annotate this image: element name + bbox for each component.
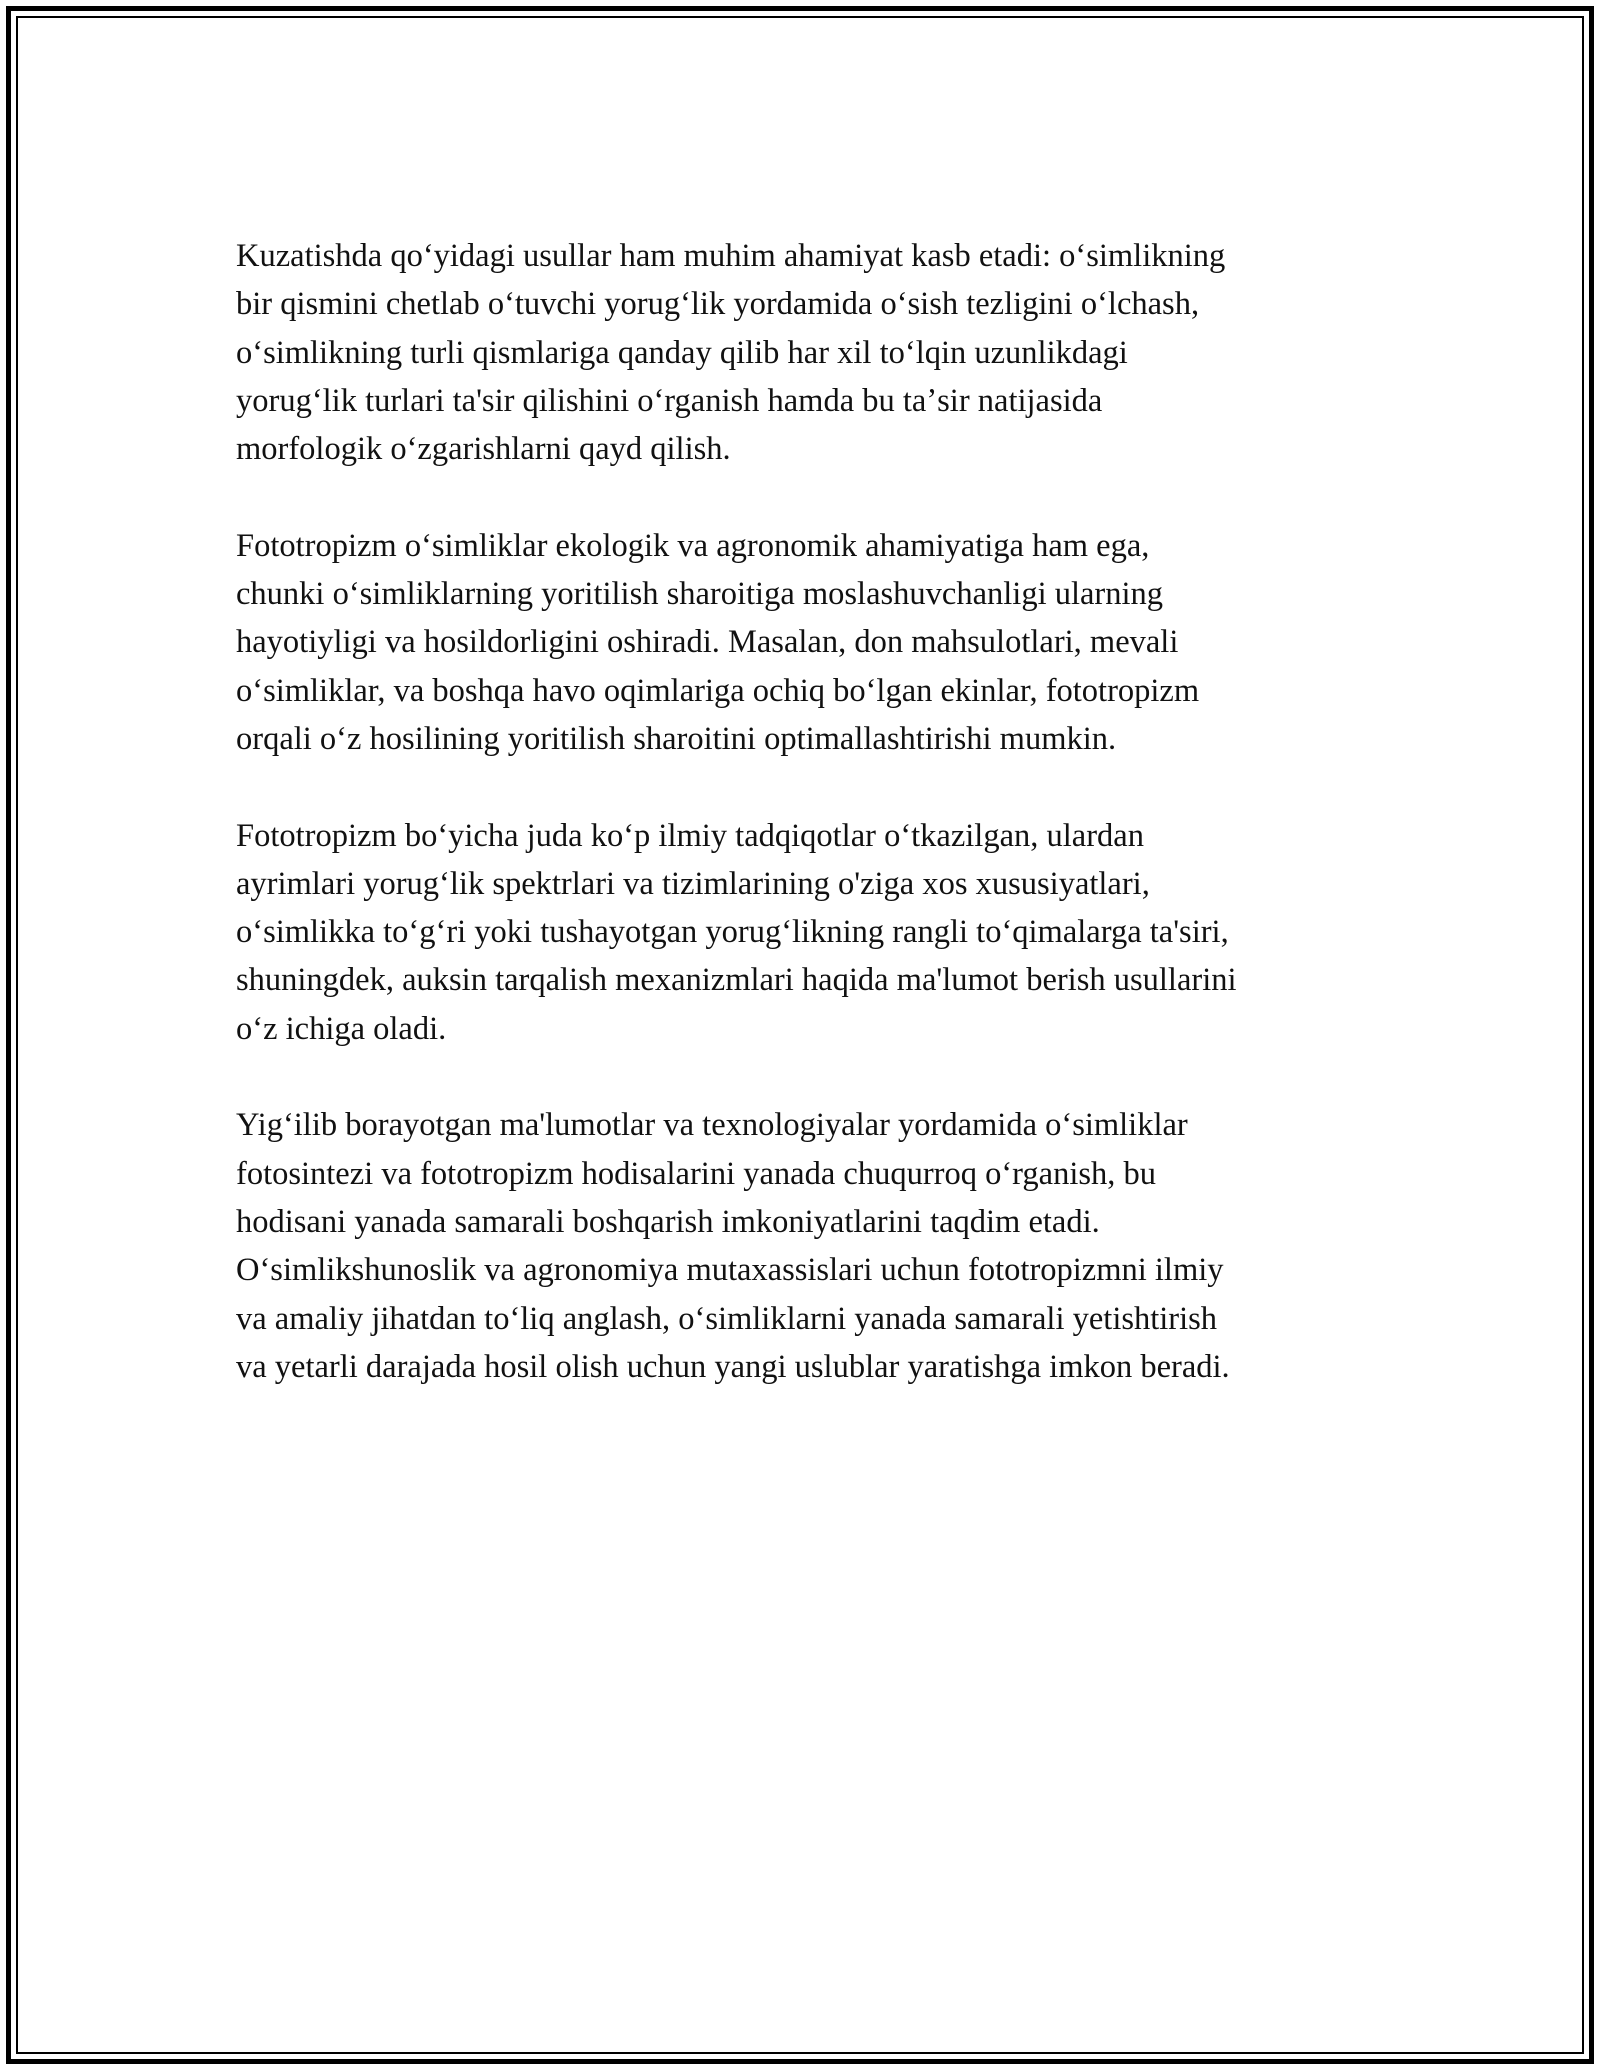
paragraph-1: Kuzatishda qoʻyidagi usullar ham muhim ahamiyat kasb etadi: oʻsimlikning bir qismini chetlab oʻtuvchi yorugʻlik yordamida oʻsish tezligini oʻlchash, oʻsimlikning turli qismlariga qanday qilib har xil toʻlqin uzunlikdagi yorugʻlik turlari ta'sir qilishini oʻrganish hamda bu taʼsir natijasida morfologik oʻzgarishlarni qayd qilish.: [236, 238, 1226, 468]
paragraph-4: Yigʻilib borayotgan ma'lumotlar va texnologiyalar yordamida oʻsimliklar fotosintezi va fototropizm hodisalarini yanada chuqurroq oʻrganish, bu hodisani yanada samarali boshqarish imkoniyatlarini taqdim etadi. Oʻsimlikshunoslik va agronomiya mutaxassislari uchun fototropizmni ilmiy va amaliy jihatdan toʻliq anglash, oʻsimliklarni yanada samarali yetishtirish va yetarli darajada hosil olish uchun yangi uslublar yaratishga imkon beradi.: [236, 1107, 1230, 1385]
document-body: [236, 232, 1376, 1439]
paragraph-2: Fototropizm oʻsimliklar ekologik va agronomik ahamiyatiga ham ega, chunki oʻsimliklarning yoritilish sharoitiga moslashuvchanligi ularning hayotiyligi va hosildorligini oshiradi. Masalan, don mahsulotlari, mevali oʻsimliklar, va boshqa havo oqimlariga ochiq boʻlgan ekinlar, fototropizm orqali oʻz hosilining yoritilish sharoitini optimallashtirishi mumkin.: [236, 527, 1200, 757]
paragraph-3: Fototropizm boʻyicha juda koʻp ilmiy tadqiqotlar oʻtkazilgan, ulardan ayrimlari yorugʻlik spektrlari va tizimlarining o'ziga xos xususiyatlari, oʻsimlikka toʻgʻri yoki tushayotgan yorugʻlikning rangli toʻqimalarga ta'siri, shuningdek, auksin tarqalish mexanizmlari haqida ma'lumot berish usullarini oʻz ichiga oladi.: [236, 817, 1237, 1047]
